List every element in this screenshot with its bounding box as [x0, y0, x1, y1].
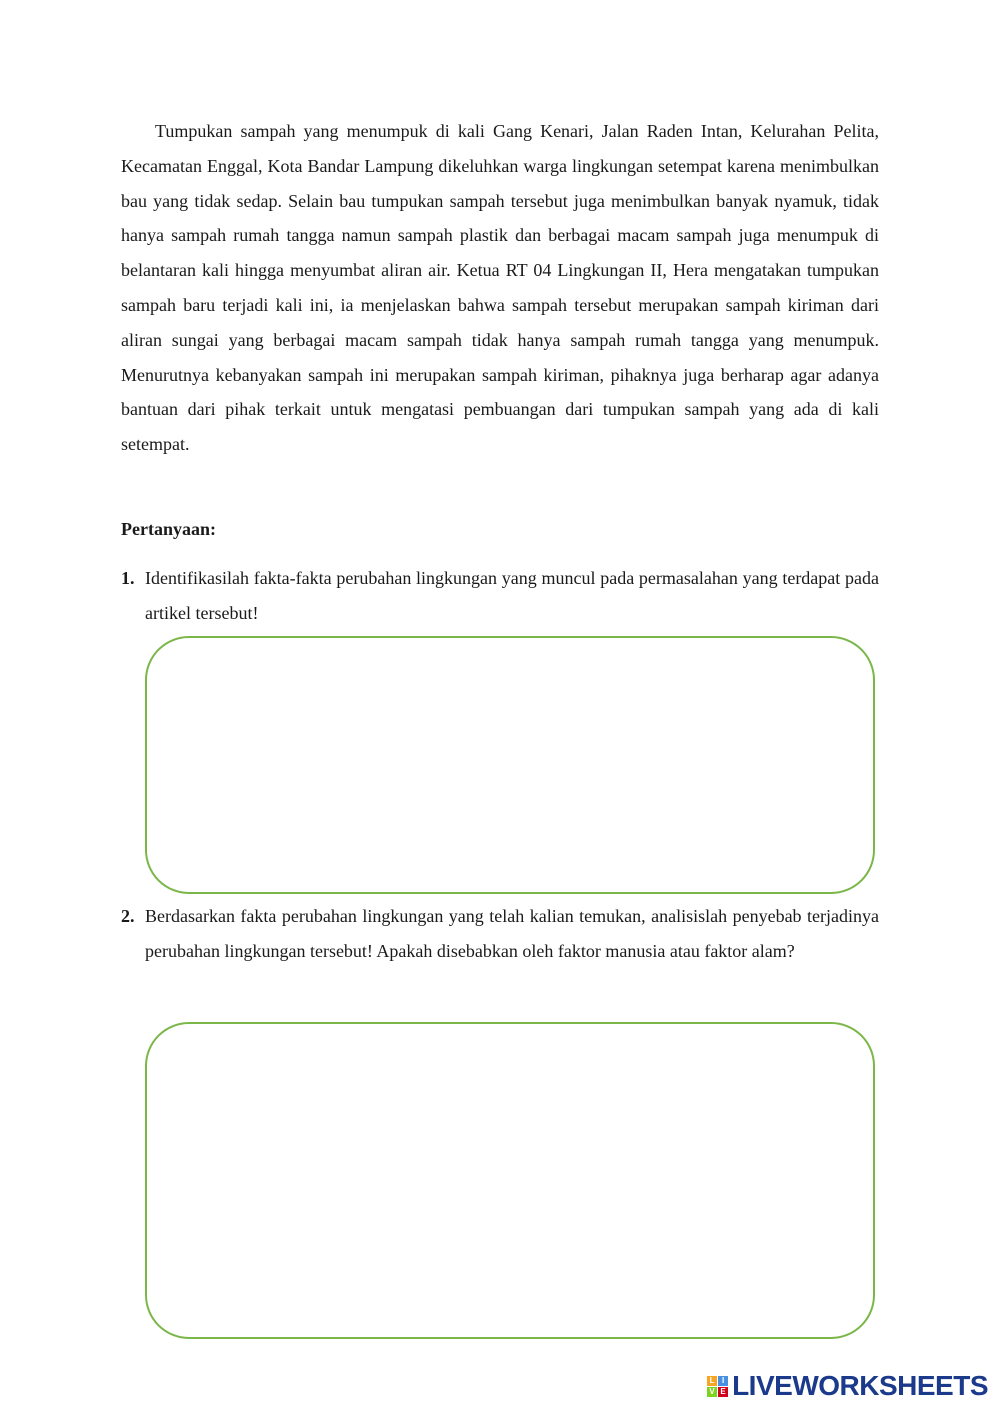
question-2	[121, 899, 879, 969]
question-text: Identifikasilah fakta-fakta perubahan lingkungan yang muncul pada permasalahan yang terdapat pada artikel tersebut!	[145, 568, 879, 623]
article-paragraph: Tumpukan sampah yang menumpuk di kali Gang Kenari, Jalan Raden Intan, Kelurahan Pelita, Kecamatan Enggal, Kota Bandar Lampung dikeluhkan warga lingkungan setempat karena menimbulkan bau yang tidak sedap. Selain bau tumpukan sampah tersebut juga menimbulkan banyak nyamuk, tidak hanya sampah rumah tangga namun sampah plastik dan berbagai macam sampah juga menumpuk di belantaran kali hingga menyumbat aliran air. Ketua RT 04 Lingkungan II, Hera mengatakan tumpukan sampah baru terjadi kali ini, ia menjelaskan bahwa sampah tersebut merupakan sampah kiriman dari aliran sungai yang berbagai macam sampah tidak hanya sampah rumah tangga yang menumpuk. Menurutnya kebanyakan sampah ini merupakan sampah kiriman, pihaknya juga berharap agar adanya bantuan dari pihak terkait untuk mengatasi pembuangan dari tumpukan sampah yang ada di kali setempat.	[121, 121, 879, 455]
question-1	[121, 561, 879, 631]
liveworksheets-brand	[707, 1370, 988, 1402]
question-text: Berdasarkan fakta perubahan lingkungan yang telah kalian temukan, analisislah penyebab terjadinya perubahan lingkungan tersebut! Apakah disebabkan oleh faktor manusia atau faktor alam?	[145, 906, 879, 961]
answer-box-1[interactable]	[145, 636, 875, 894]
question-number: 1.	[121, 568, 135, 588]
logo-letter-l: L	[707, 1376, 717, 1386]
questions-heading: Pertanyaan:	[121, 519, 216, 539]
logo-letter-e: E	[718, 1387, 728, 1397]
liveworksheets-logo-icon	[707, 1376, 728, 1397]
question-number: 2.	[121, 906, 135, 926]
logo-letter-i: I	[718, 1376, 728, 1386]
logo-letter-v: V	[707, 1387, 717, 1397]
answer-box-2[interactable]	[145, 1022, 875, 1339]
brand-name: LIVEWORKSHEETS	[732, 1370, 988, 1401]
